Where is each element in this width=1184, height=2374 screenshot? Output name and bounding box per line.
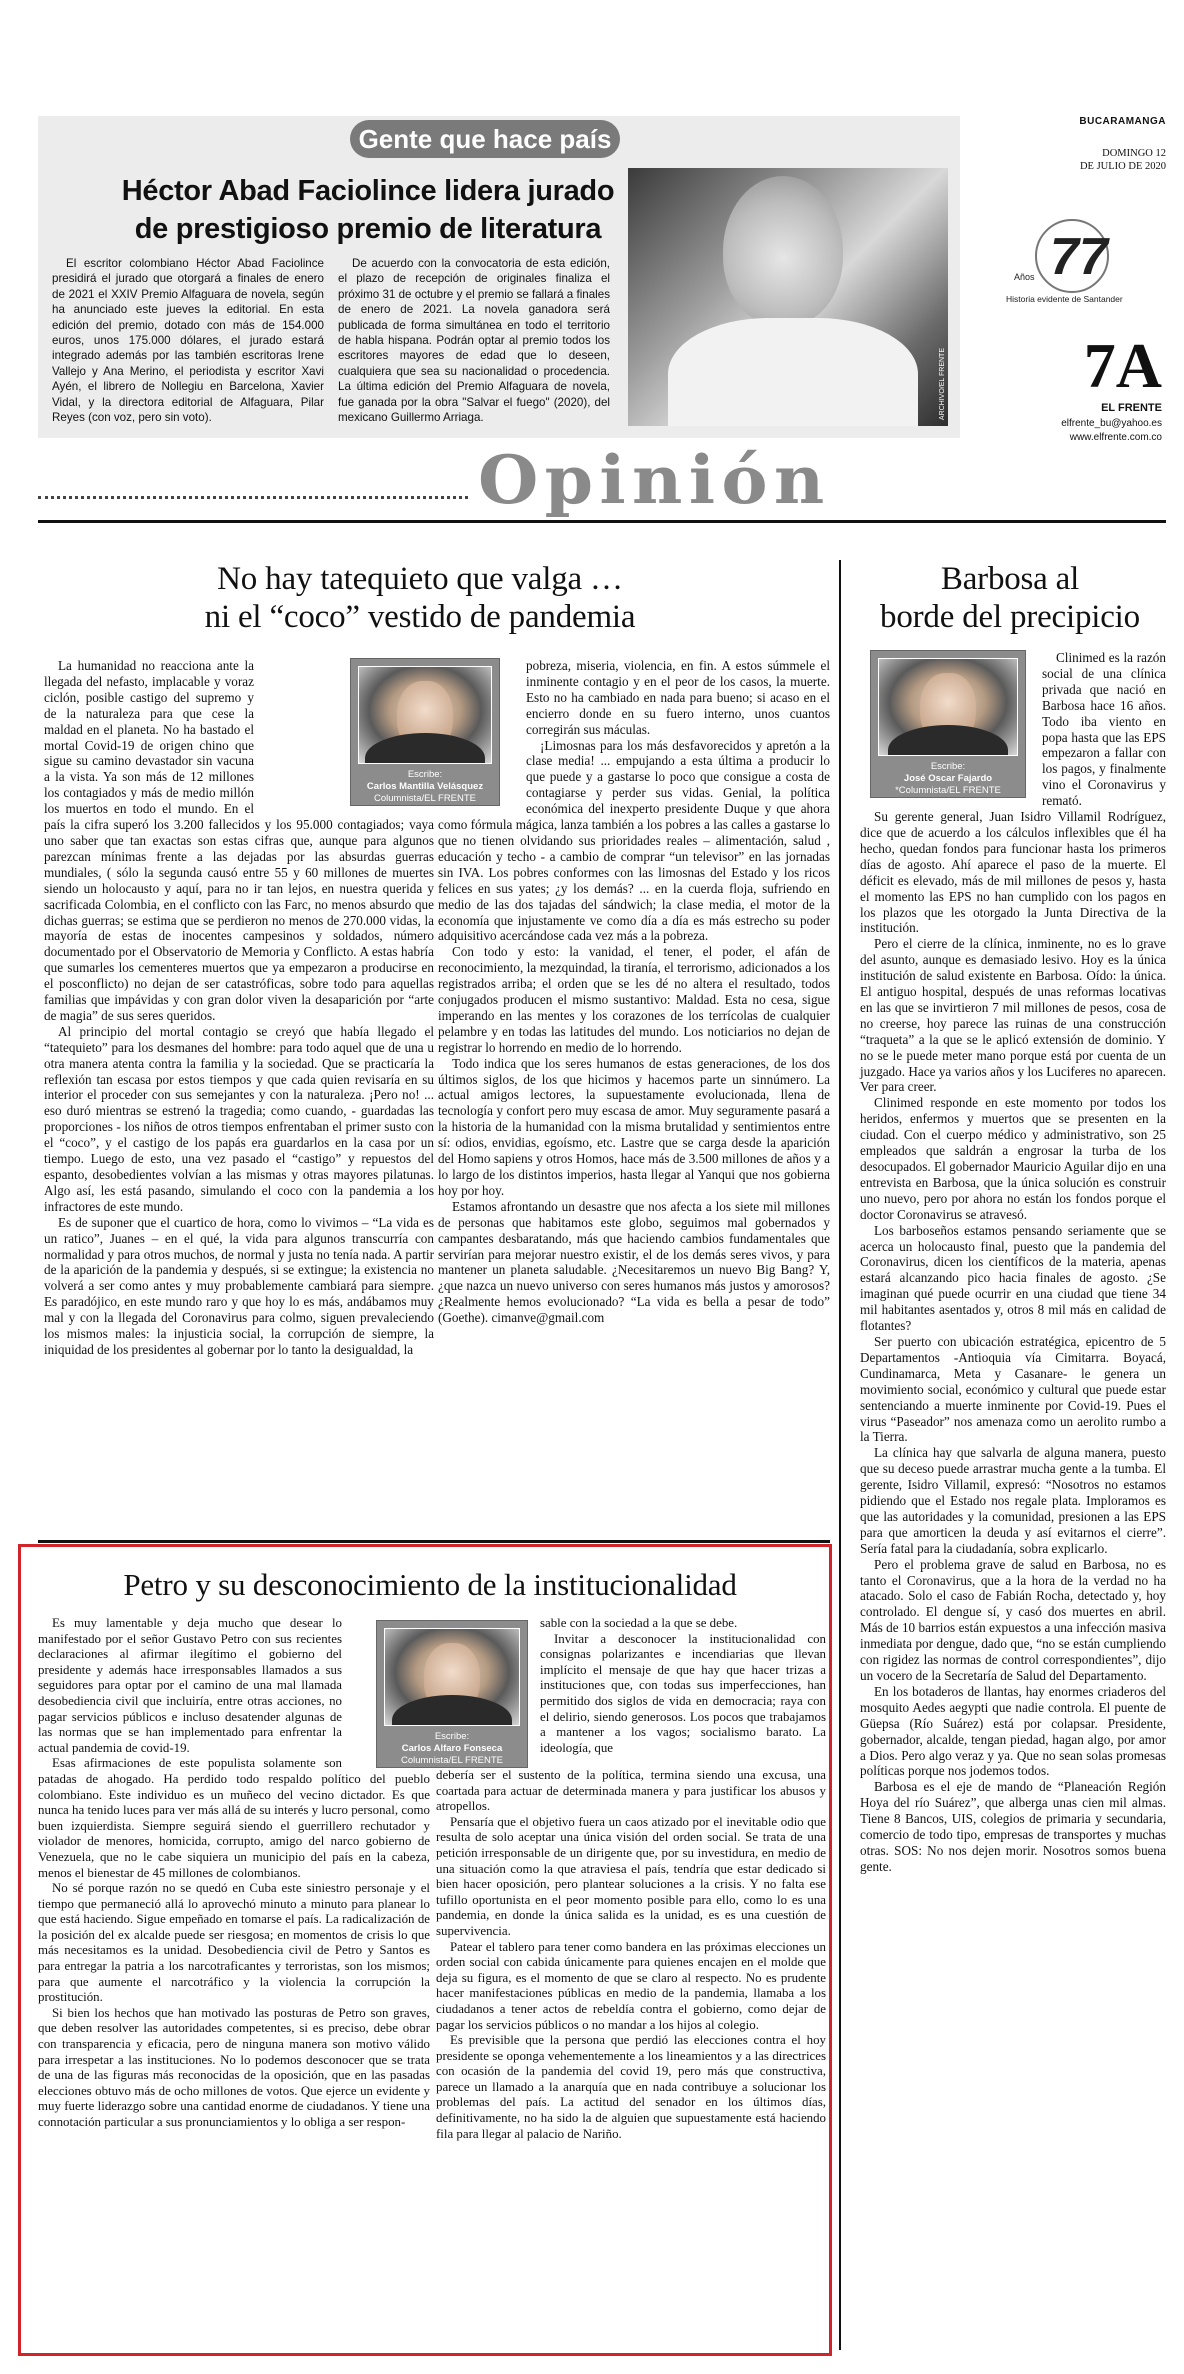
article2-paragraph: La clínica hay que salvarla de alguna manera, puesto que su deceso puede arrastrar mucha gente a la tumba. El gerente, Isidro Villamil, expresó: “Nosotros no estamos pidiendo que el Estado nos regale plata. Imploramos es que las autoridades y la comunidad, presionen a las EPS para que amorticen la deuda y así evitarnos el cierre”. Sería fatal para la ciudadanía, sobra explicarlo.	[860, 1445, 1166, 1556]
anniversary-logo	[1002, 216, 1152, 308]
section-title: Opinión	[478, 441, 831, 519]
article1-paragraph: La humanidad no reacciona ante la llegada del nefasto, implacable y voraz ciclón, posible castigo del supremo y de la naturaleza para que cese la maldad en el planeta. No ha bastado el mortal Covid-19 de origen chino que sigue su camino devastador sin vacuna a la vista. Ya son más de 12 millones los contagiados y más de medio millón los muertos en todo el mundo. En el país la cifra superó los 3.200 fallecidos y los 95.000 contagiados; vaya uno saber que tan exactas son estas cifras que, aunque para algunos parezcan mínimas frente a las dejadas por las absurdas guerras mundiales, ( sólo la segunda causó entre 55 y 60 millones de muertes siendo un holocausto y aquí, para no ir tan lejos, en nuestra querida y sacrificada Colombia, en el conflicto con las Farc, no menos absurdo que dichas guerras; se estima que se perdieron no menos de 270.000 vidas, la mayoría de estas de inocentes campesinos y soldados, número documentado por el Observatorio de Memoria y Conflicto. A estas habría que sumarles los cementeres muertos que ya empezaron a producirse en el posconflicto) no dejan de ser catastróficas, sobre todo para aquellas familias que impávidas y con gran dolor viven la desaparición por “arte de magia” de sus seres queridos.	[44, 658, 434, 1023]
article3-paragraph: sable con la sociedad a la que se debe.	[540, 1616, 738, 1630]
article1-byline: Escribe: Carlos Mantilla Velásquez Columnista/EL FRENTE	[350, 658, 500, 806]
article1-paragraph: Con todo y esto: la vanidad, el tener, el poder, el afán de reconocimiento, la mezquindad, la tiranía, el terrorismo, adicionados a los registrados arriba; el orden que se les dé no altera el resultado, todos conjugados producen el mismo sustantivo: Maldad. Esta no cesa, sigue imperando en las mentes y los corazones de los terrícolas de cualquier pelambre y en todas las latitudes del mundo. Los noticiarios no dejan de registrar lo horrendo en medio de lo horrendo.	[438, 944, 830, 1055]
article3-paragraph: Es previsible que la persona que perdió las elecciones contra el hoy presidente se oponga vehementemente a los lineamientos y a las directrices con ocasión de la pandemia del covid 19, pero más que constructiva, parece un llamado a la anarquía que en nada contribuye a solucionar los problemas del país. La actitud del senador en los últimos días, definitivamente, no ha sido la de alguien que supuestamente está haciendo fila para llegar al palacio de Nariño.	[436, 2033, 826, 2141]
paper-website: www.elfrente.com.co	[1069, 432, 1162, 443]
banner-headline: Héctor Abad Faciolince lidera jurado de prestigioso premio de literatura	[121, 175, 615, 245]
article2-paragraph: Los barboseños estamos pensando seriamente que se acerca un holocausto final, puesto que la pandemia del Coronavirus, dicen los científicos de la materia, apenas estará alcanzando pico hacia finales de agosto. ¿Se imaginan qué puede ocurrir en una ciudad que tiene 34 mil habitantes asentados y, otros 8 mil más en calidad de flotantes?	[860, 1222, 1166, 1334]
photo-shirt	[668, 318, 918, 426]
masthead-city: BUCARAMANGA	[1079, 116, 1166, 127]
article2-body	[860, 650, 1166, 1875]
feature-banner	[38, 116, 960, 438]
logo-number: 77	[1050, 228, 1108, 286]
article3-paragraph: Invitar a desconocer la institucionalidad con consignas polarizantes e incendiarias que llevan implícito el mensaje de que hay que hacer trizas a instituciones que, con todas sus imperfecciones, han permitido dos siglos de vida en democracia; raya con el delirio, siendo generosos. Los pocos que trabajamos a mantener a los vagos; socialismo barato. La ideología, que	[540, 1631, 826, 1755]
article3-paragraph: Si bien los hechos que han motivado las posturas de Petro son graves, que deben resolver las autoridades competentes, si es preciso, debe obrar con transparencia y eficacia, pero de ninguna manera son motivo válido para irrespetar a las instituciones. No lo podemos desconocer que se trata de una de las figuras más reconocidas de la oposición, que en las pasadas elecciones obtuvo más de ocho millones de votos. Que ejerce un evidente y muy fuerte liderazgo sobre una cantidad enorme de ciudadanos. Y tiene una connotación particular a sus pronunciamientos y lo obliga a ser respon-	[38, 2005, 430, 2129]
photo-head	[723, 176, 843, 326]
paper-email: elfrente_bu@yahoo.es	[1061, 418, 1162, 429]
author-name: Carlos Mantilla Velásquez	[366, 781, 484, 792]
header-dotted-rule	[38, 496, 468, 499]
masthead-date: DOMINGO 12 DE JULIO DE 2020	[1079, 148, 1166, 172]
article1-paragraph: Es de suponer que el cuartico de hora, como lo vivimos – “La vida es un ratico”, Juanes – en el qué, la vida para algunos transcurría con normalidad y para otros muchos, de normal y justa no tenía nada. A partir de la aparición de la pandemia y después, si se extingue; la existencia no volverá a ser como antes y muy probablemente cambiará para siempre. Es paradójico, en este mundo raro y que hoy lo es más, andábamos muy mal y con la llegada del Coronavirus para colmo, siguen prevaleciendo los mismos males: la injusticia social, la corrupción de siempre, la iniquidad de los presidentes al gobernar por lo tanto la desigualdad, la	[44, 1214, 434, 1357]
author-name: José Oscar Fajardo	[903, 773, 993, 784]
column-divider	[839, 560, 841, 2350]
article1-col2	[438, 658, 830, 1326]
article2-paragraph: Pero el cierre de la clínica, inminente, no es lo grave del asunto, aunque es demasiado lesivo. Hoy es la única institución de salud existente en Barbosa. Oído: la única. El antiguo hospital, después de unas reformas locativas en las que se invirtieron 7 mil millones de pesos, cosa de no creerse, hoy parece las ruinas de una construcción “traqueta” a la que se le aplicó extensión de dominio. Y no se le puede meter mano porque está por cuenta de un juzgado. Hace ya varios años y los Luciferes no aparecen. Ver para creer.	[860, 936, 1166, 1095]
article3-paragraph: No sé porque razón no se quedó en Cuba este siniestro personaje y el tiempo que permaneció allá lo aprovechó minuto a minuto para planear lo que está haciendo. Sigue empeñado en tomarse el país. La radicalización de la posición del ex alcalde puede ser riesgosa; en momentos de crisis lo que más necesitamos es la unidad. Desobediencia civil de Petro y Santos es para entregar la patria a los narcotraficantes y terroristas, son los mismos; para que aumente el narcotráfico y la violencia la corrupción la prostitución.	[38, 1881, 430, 2005]
article1-headline: No hay tatequieto que valga … ni el “coco” vestido de pandemia	[204, 561, 636, 635]
author-name: Carlos Alfaro Fonseca	[401, 1743, 503, 1754]
article3-paragraph: Patear el tablero para tener como bandera en las próximas elecciones un orden social con cabida únicamente para quienes encajen en el molde que deja su figura, es el momento de que se claro al respecto. No es prudente hacer manifestaciones públicas en medio de la pandemia, llamaba a los ciudadanos a tener actos de rebeldía contra el gobierno, como dejar de pagar los servicios públicos o no mandar a los hijos al colegio.	[436, 1939, 826, 2032]
article3-paragraph: Es muy lamentable y deja mucho que desear lo manifestado por el señor Gustavo Petro con sus recientes declaraciones al afirmar ilegítimo el gobierno del presidente y además hace irresponsables llamados a sus seguidores para optar por el camino de una mal llamada desobediencia civil que incluiría, entre otras acciones, no pagar servicios públicos e incluso desatender algunas de las normas que se han implementado para enfrentar la actual pandemia de covid-19.	[38, 1616, 342, 1755]
article2-headline: Barbosa al borde del precipicio	[880, 561, 1140, 635]
logo-tagline: Historia evidente de Santander	[1006, 294, 1123, 304]
article2-paragraph: Su gerente general, Juan Isidro Villamil Rodríguez, dice que de acuerdo a los cálculos inflexibles que él ha hecho, quedan fondos para funcionar hasta los primeros días de agosto. Ahí aparece el paso de la muerte. El déficit es elevado, más de mil millones de pesos y, hasta el momento las EPS no han cumplido con los pagos en los plazos que les otorgado la Junta Directiva de la institución.	[860, 809, 1166, 936]
article1-paragraph: pobreza, miseria, violencia, en fin. A estos súmmele el inminente contagio y en el peor de los casos, la muerte. Esto no ha cambiado en nada para bueno; si acaso en el encierro donde en su fuero interno, unos cuantos corregirán sus máculas.	[526, 658, 830, 737]
article1-paragraph: ¡Limosnas para los más desfavorecidos y apretón a la clase media! ... empujando a esta última a producir lo que puede y a gastarse lo poco que consigue a costa de contagiarse y perder sus vidas. Genial, la política económica del inexperto presidente Duque y que ahora como fórmula mágica, lanza también a los pobres a las calles a gastarse lo que no tienen olvidando sus prioridades reales – alimentación, salud , educación y techo - a cambio de comprar “un televisor” en las jornadas sin IVA. Los pobres conformes con las limosnas del Estado y los ricos felices en sus yates; ¿y los demás? ... en la cuerda floja, sufriendo en medio de las dos tajadas del sándwich; la clase media, el motor de la economía que injustamente ve como día a día es más estrecho su poder adquisitivo acercándose cada vez más a la pobreza.	[438, 737, 830, 944]
article1-paragraph: Al principio del mortal contagio se creyó que había llegado el “tatequieto” para los desmanes del hombre: para todo aquel que de una u otra manera atenta contra la familia y la sociedad. Que se practicaría la reflexión tan escasa por estos tiempos y que cada quien revisaría en su interior el proceder con sus semejantes y con la naturaleza. ¡Pero no! ... eso duró mientras se estrenó la tragedia; como cuando, - guardadas las proporciones - los niños de otros tiempos enfrentaban el primer susto con el “coco”, y el castigo de los papás era guardarlos en la casa por un tiempo. Luego de esto, una vez pasado el “castigo” y repuestos del espanto, desobedientes volvían a las mismas y otras mayores pilatunas. Algo así, les está pasando, simulando el coco con la pandemia a los infractores de este mundo.	[44, 1023, 434, 1214]
article3-paragraph: Pensaría que el objetivo fuera un caos atizado por el inevitable odio que resulta de solo aceptar una única visión del orden social. Se trata de una petición irresponsable de un dirigente que, por su investidura, en medio de una situación como la que atraviesa el país, tendría que estar dedicado si bien hacer oposición, pero plantear soluciones a la crisis. Y no falta ese tufillo oportunista en el peor momento posible para ello, como lo es una pandemia, en donde la única salida es la unidad, es es una cuestión de supervivencia.	[436, 1814, 826, 1938]
article3-paragraph: debería ser el sustento de la política, termina siendo una excusa, una coartada para actuar de determinada manera y para justificar los abusos y atropellos.	[436, 1768, 826, 1814]
article2-paragraph: Clinimed responde en este momento por todos los heridos, enfermos y muertos que se presenten en la ciudad. Con el cuerpo médico y administrativo, son 25 empleados que saldrán a engrosar la turba de los desocupados. El gobernador Mauricio Aguilar dijo en una entrevista en Barbosa, que la única solución es construir uno nuevo, pero por ahora no están los fondos porque el doctor Coronavirus se atravesó.	[860, 1095, 1166, 1222]
article2-paragraph: Barbosa es el eje de mando de “Planeación Región Hoya del río Suárez”, que alberga unas cien mil almas. Tiene 8 Bancos, UIS, colegios de primaria y secundaria, comercio de todo tipo, empresas de transportes y muchas otras. SOS: No nos dejen morir. Nosotros somos buena gente.	[860, 1779, 1166, 1874]
article2-paragraph: En los botaderos de llantas, hay enormes criaderos del mosquito Aedes aegypti que nadie controla. El puente de Güepsa (Río Suárez) está por colapsar. Presidente, gobernador, alcalde, tengan piedad, hagan algo, por amor a Dios. Pero algo veraz y ya. Que no sean solas promesas políticas porque nos jodemos todos.	[860, 1683, 1166, 1779]
article2-paragraph: Pero el problema grave de salud en Barbosa, no es tanto el Coronavirus, que a la hora de la verdad no ha atacado. Solo el caso de Fabián Rocha, detectado y, hoy controlado. El dengue sí, y casó dos muertes en abril. Más de 10 barrios están expuestos a una infección masiva inmediata por dengue, dado que, “no se están cumpliendo con rigidez las normas de control correspondientes”, dijo un vocero de la Secretaría de Salud del Departamento.	[860, 1556, 1166, 1683]
banner-photo	[628, 168, 948, 426]
article2-byline: Escribe: José Oscar Fajardo *Columnista/EL FRENTE	[870, 650, 1026, 798]
article3-headline: Petro y su desconocimiento de la institucionalidad	[123, 1567, 737, 1602]
banner-section-tag: Gente que hace país	[350, 120, 620, 158]
article2-paragraph: Ser puerto con ubicación estratégica, epicentro de 5 Departamentos -Antioquia vía Cimitarra. Boyacá, Cundinamarca, Meta y Casanare- le genera un movimiento social, económico y cultural que puede estar sentenciando a muerte inminente por Covid-19. Pues el virus “Paseador” nos amenaza como un aerolito rumbo a la Tierra.	[860, 1333, 1166, 1445]
masthead	[990, 116, 1166, 443]
article-separator	[38, 1540, 830, 1543]
photo-credit: ARCHIVO/EL FRENTE	[939, 347, 946, 420]
article1-paragraph: Estamos afrontando un desastre que nos afecta a los siete mil millones de personas que habitamos este globo, seguimos mal gobernados y campantes desbaratando, más que haciendo cambios fundamentales que servirían para mejorar nuestro existir, el de los demás seres vivos, y para mantener un planeta saludable. ¿Necesitaremos un nuevo Big Bang? Y, ¿que nazca un nuevo universo con seres humanos más justos y amorosos? ¿Realmente hemos evolucionado? “La vida es bella a pesar de todo” (Goethe). cimanve@gmail.com	[438, 1198, 830, 1326]
article3-paragraph: Esas afirmaciones de este populista solamente son patadas de ahogado. Ha perdido todo respaldo político del pueblo colombiano. Este individuo es un muñeco del vecino dictador. Es que nunca ha tenido luces para ver más allá de su interés y lucro personal, como buen izquierdista. Siempre seguirá siendo el guerrillero rechutador y violador de menores, homicida, corrupto, amigo del narco gobierno de Venezuela, que no le cabe siquiera un municipio del país en la cabeza, menos el bienestar de 45 millones de colombianos.	[38, 1756, 430, 1880]
header-rule	[38, 520, 1166, 523]
article2-paragraph: Clinimed es la razón social de una clínica privada que nació en Barbosa hace 16 años. Todo iba viento en popa hasta que las EPS empezaron a fallar con los pagos, y finalmente vino el Coronavirus y remató.	[1042, 650, 1166, 809]
logo-word: Años	[1014, 272, 1035, 282]
paper-name: EL FRENTE	[1101, 402, 1162, 414]
article3-byline: Escribe: Carlos Alfaro Fonseca Columnista/EL FRENTE	[376, 1620, 528, 1768]
banner-text-col1: El escritor colombiano Héctor Abad Faciolince presidirá el jurado que otorgará a finales de enero de 2021 el XXIV Premio Alfaguara de novela, según ha anunciado este jueves la editorial. En esta edición del premio, dotado con más de 154.000 euros, unos 175.000 dólares, el jurado estará integrado además por las también escritoras Irene Vallejo y Ana Merino, el periodista y escritor Xavi Ayén, el librero de Nollegiu en Barcelona, Xavier Vidal, y la directora editorial de Alfaguara, Pilar Reyes (con voz, pero sin voto).	[52, 257, 324, 425]
article3-col1	[38, 1616, 430, 2131]
anniversary-logo-icon	[1002, 216, 1152, 308]
article3-col2	[436, 1616, 826, 2142]
article1-paragraph: Todo indica que los seres humanos de estas generaciones, de los dos últimos siglos, de los que hicimos y hacemos parte un sinnúmero. La actual amigos lectores, la supuestamente evolucionada, llena de tecnología y confort pero muy escasa de amor. Muy seguramente pasará a la historia de la humanidad con la misma brutalidad y sentimientos entre sí: odios, envidias, egoísmo, etc. Lastre que se carga desde la aparición del Homo sapiens y otros Homos, hace más de 3.500 millones de años y a lo largo de los distintos imperios, hasta llegar al Yanqui que nos gobierna hoy por hoy.	[438, 1055, 830, 1198]
banner-text-col2: De acuerdo con la convocatoria de esta edición, el plazo de recepción de originales finaliza el próximo 31 de octubre y el premio se fallará a finales de enero de 2021. La novela ganadora será publicada de forma simultánea en todo el territorio de habla hispana. Podrán optar al premio todos los escritores mayores de edad que lo deseen, cualquiera que sea su nacionalidad o procedencia. La última edición del Premio Alfaguara de novela, fue ganada por la obra "Salvar el fuego" (2020), del mexicano Guillermo Arriaga.	[338, 257, 610, 425]
page-number: 7A	[1083, 330, 1162, 401]
